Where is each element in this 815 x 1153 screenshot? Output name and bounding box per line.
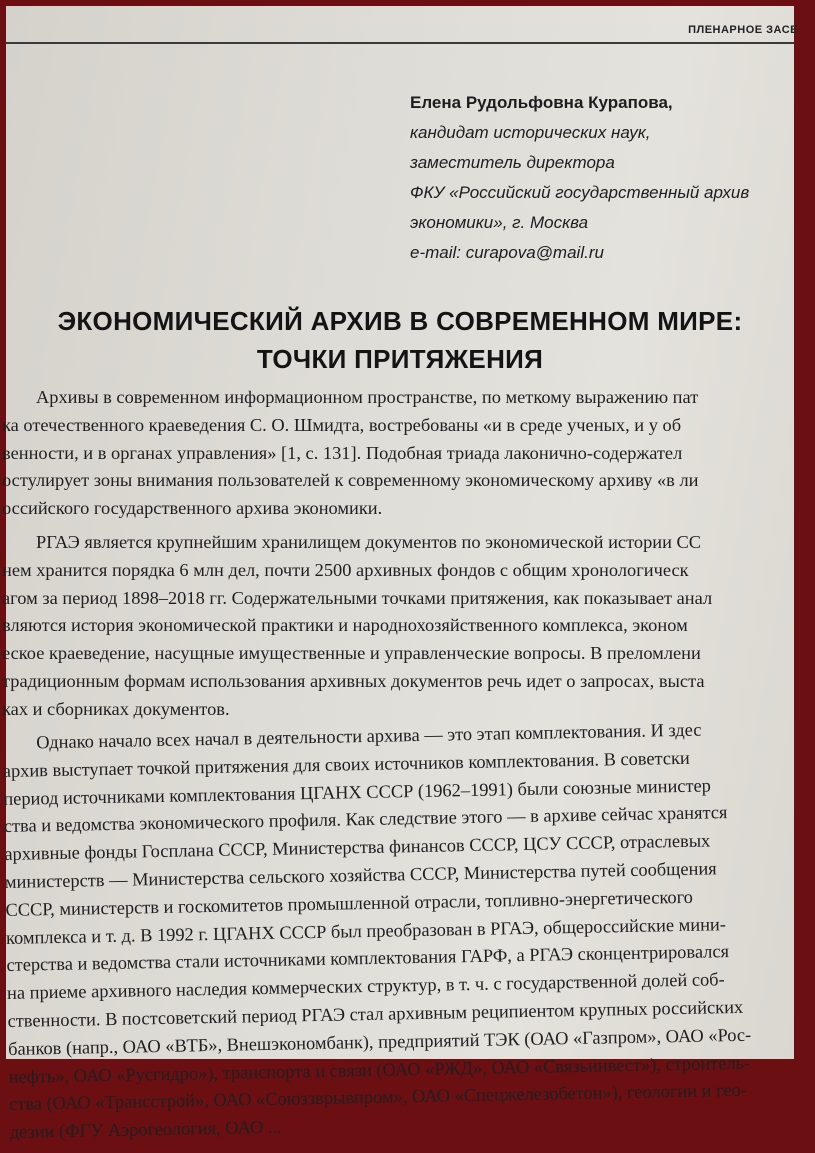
text-line: нем хранится порядка 6 млн дел, почти 2500 архивных фондов с общим хронологическ xyxy=(2,559,689,580)
text-line: ства и ведомства экономического профиля. Как следствие этого — в архиве сейчас хранятся xyxy=(3,802,728,836)
article-body xyxy=(2,384,807,1153)
text-line: банков (напр., ОАО «ВТБ», Внешэкономбанк), предприятий ТЭК (ОАО «Газпром», ОАО «Рос- xyxy=(7,1024,752,1059)
text-line: дезии (ФГУ Аэрогеология, ОАО ... xyxy=(9,1116,282,1142)
author-organization-city: экономики», г. Москва xyxy=(410,213,589,232)
paragraph xyxy=(2,714,815,1146)
article-title-line: ТОЧКИ ПРИТЯЖЕНИЯ xyxy=(256,344,544,374)
text-line: агом за период 1898–2018 гг. Содержательными точками притяжения, как показывает анал xyxy=(2,587,713,608)
author-block xyxy=(410,88,790,268)
text-line: комплекса и т. д. В 1992 г. ЦГАНХ СССР был преобразован в РГАЭ, общероссийские мини- xyxy=(5,913,727,948)
author-name: Елена Рудольфовна Курапова, xyxy=(410,93,673,112)
text-line: остулирует зоны внимания пользователей к современному экономическому архиву «в ли xyxy=(2,470,699,491)
text-line: Архивы в современном информационном пространстве, по меткому выражению пат xyxy=(36,387,699,407)
text-line: ка отечественного краеведения С. О. Шмидта, востребованы «и в среде ученых, и у об xyxy=(2,414,682,435)
article-title xyxy=(6,302,794,378)
text-line: вляются история экономической практики и народнохозяйственного комплекса, эконом xyxy=(2,615,688,636)
text-line: министерств — Министерства сельского хозяйства СССР, Министерства путей сообщения xyxy=(4,857,717,892)
text-line: оссийского государственного архива экономики. xyxy=(2,498,383,519)
author-position: заместитель директора xyxy=(410,153,615,172)
text-line: ках и сборниках документов. xyxy=(2,698,230,719)
running-header xyxy=(6,20,798,44)
article-title-line: ЭКОНОМИЧЕСКИЙ АРХИВ В СОВРЕМЕННОМ МИРЕ: xyxy=(57,306,743,336)
text-line: РГАЭ является крупнейшим хранилищем документов по экономической истории СС xyxy=(36,531,702,552)
text-line: стерства и ведомства стали источниками комплектования ГАРФ, а РГАЭ сконцентрировался xyxy=(6,941,730,975)
author-organization: ФКУ «Российский государственный архив xyxy=(410,183,750,202)
text-line: традиционным формам использования архивных документов речь идет о запросах, выста xyxy=(2,670,705,691)
text-line: период источниками комплектования ЦГАНХ СССР (1962–1991) были союзные министер xyxy=(3,774,712,809)
section-label: ПЛЕНАРНОЕ ЗАСЕ xyxy=(688,24,798,36)
book-page xyxy=(2,6,798,1142)
text-line: СССР, министерств и госкомитетов промышленной отрасли, топливно-энергетического xyxy=(5,886,694,920)
text-line: ства (ОАО «Трансстрой», ОАО «Союззврывпром», ОАО «Спецжелезобетон»), геологии и гео- xyxy=(8,1079,748,1114)
paragraph xyxy=(2,384,807,523)
text-line: венности, и в органах управления» [1, с. 131]. Подобная триада лаконично-содержател xyxy=(2,442,683,463)
text-line: ственности. В постсоветский период РГАЭ стал архивным реципиентом крупных российских xyxy=(7,996,744,1031)
author-email: e-mail: curapova@mail.ru xyxy=(410,243,604,262)
text-line: еское краеведение, насущные имущественные и управленческие вопросы. В преломлени xyxy=(2,643,701,664)
author-degree: кандидат исторических наук, xyxy=(410,123,651,142)
text-line: на приеме архивного наследия коммерческих структур, в т. ч. с государственной долей соб- xyxy=(6,968,725,1003)
text-line: нефть», ОАО «Русгидро»), транспорта и связи (ОАО «РЖД», ОАО «Связьинвест»), строитель- xyxy=(8,1051,751,1087)
text-line: Однако начало всех начал в деятельности архива — это этап комплектования. И здес xyxy=(36,719,702,752)
text-line: архивные фонды Госплана СССР, Министерства финансов СССР, ЦСУ СССР, отраслевых xyxy=(4,830,711,864)
text-line: архив выступает точкой притяжения для своих источников комплектования. В советски xyxy=(2,747,690,781)
paragraph xyxy=(2,529,807,724)
